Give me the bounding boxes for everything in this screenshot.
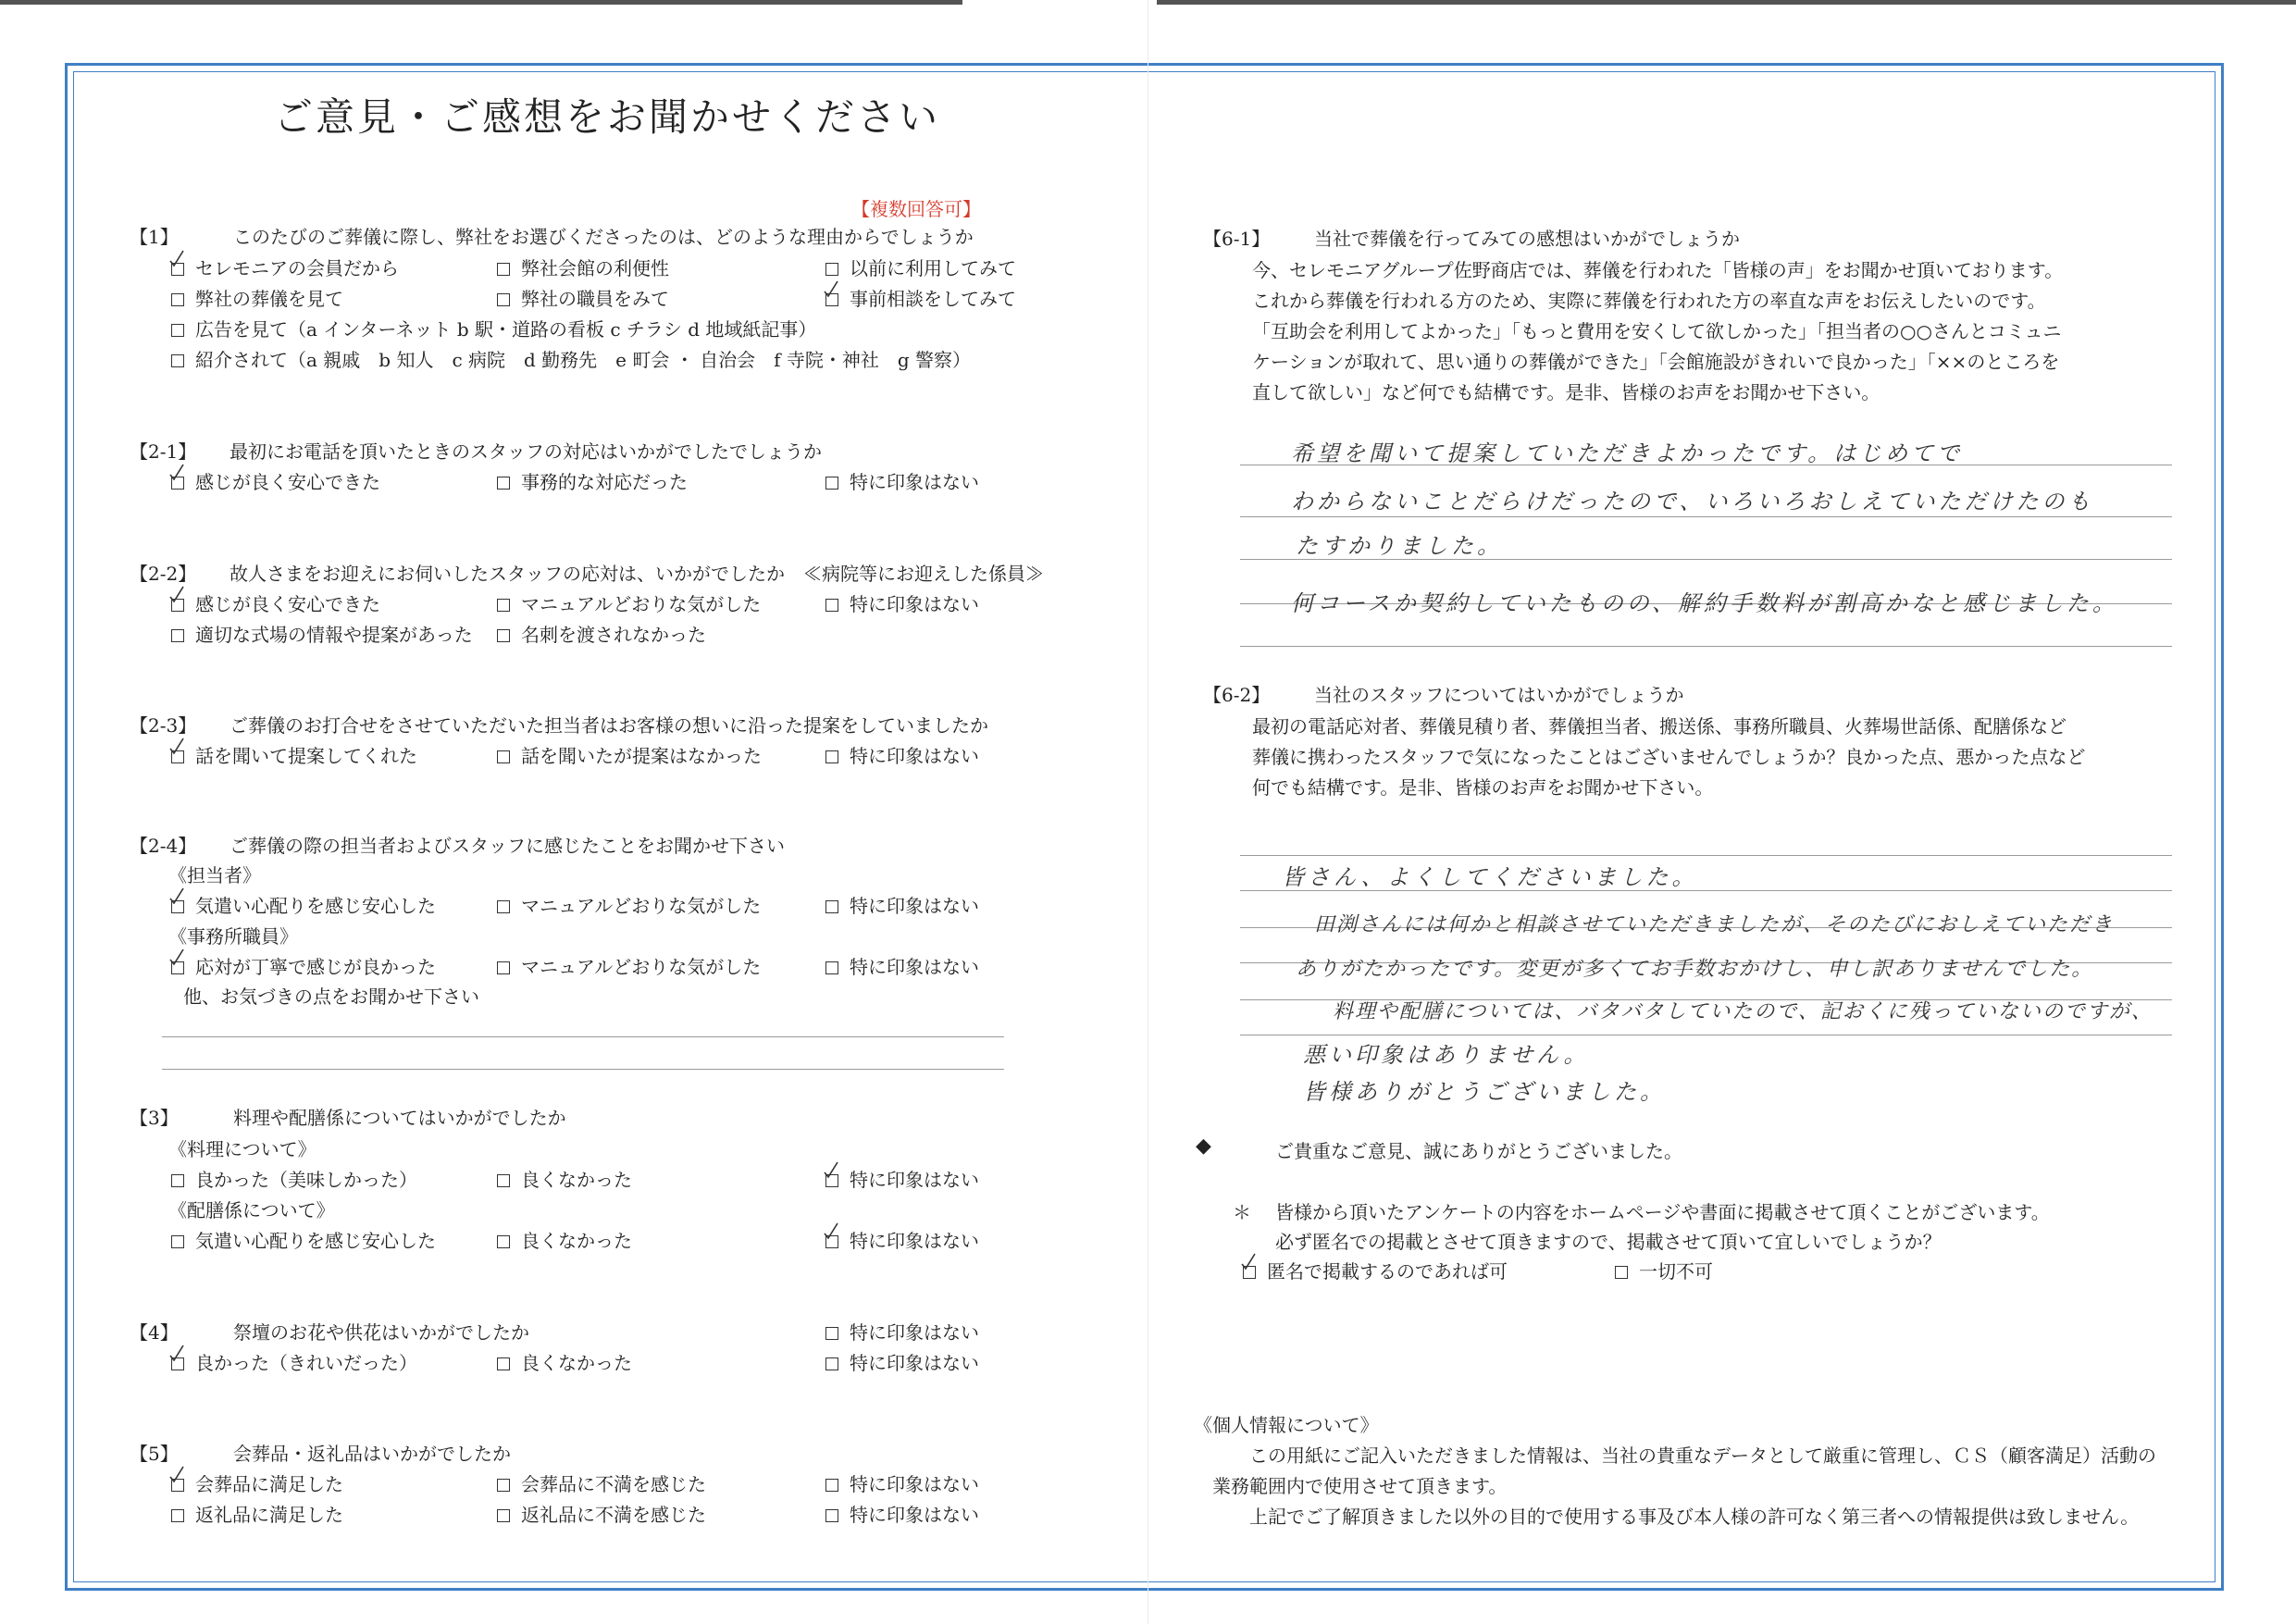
q2-3-option[interactable]: 話を聞いたが提案はなかった <box>497 741 762 768</box>
q2-1-option[interactable]: 特に印象はない <box>825 467 979 494</box>
q6-1-number: 【6-1】 <box>1203 228 1271 250</box>
q3-option[interactable]: 気遣い心配りを感じ安心した <box>171 1226 436 1253</box>
checkbox[interactable] <box>825 900 838 913</box>
handwritten-answer-line: 希望を聞いて提案していただきよかったです。はじめてで <box>1291 440 1964 466</box>
q5-option[interactable]: 特に印象はない <box>825 1469 979 1496</box>
q3-question: 料理や配膳係についてはいかがでしたか <box>233 1107 566 1129</box>
checkbox[interactable] <box>1243 1266 1256 1279</box>
q2-3-question: ご葬儀のお打合せをさせていただいた担当者はお客様の想いに沿った提案をしていましたか <box>230 714 988 737</box>
page-title: ご意見・ご感想をお聞かせください <box>274 94 941 140</box>
checkbox[interactable] <box>497 477 510 490</box>
q2-1-question: 最初にお電話を頂いたときのスタッフの対応はいかがでしたでしょうか <box>230 440 822 463</box>
diamond-bullet: ◆ <box>1196 1134 1211 1158</box>
q6-2-body-line: 何でも結構です。是非、皆様のお声をお聞かせ下さい。 <box>1252 776 1714 799</box>
handwritten-answer-line: ありがたかったです。変更が多くてお手数おかけし、申し訳ありませんでした。 <box>1296 958 2094 981</box>
q6-2-question: 当社のスタッフについてはいかがでしょうか <box>1314 684 1684 706</box>
checkbox[interactable] <box>825 1235 838 1248</box>
answer-line[interactable] <box>1240 855 2172 856</box>
q2-4-option[interactable]: マニュアルどおりな気がした <box>497 891 761 918</box>
privacy-heading: 《個人情報について》 <box>1194 1414 1379 1436</box>
q2-3-option[interactable]: 特に印象はない <box>825 741 979 768</box>
asterisk-bullet: ＊ <box>1233 1201 1251 1223</box>
q5-option[interactable]: 特に印象はない <box>825 1500 979 1527</box>
q6-1-question: 当社で葬儀を行ってみての感想はいかがでしょうか <box>1314 228 1740 250</box>
checkbox[interactable] <box>825 293 838 306</box>
publish-consent-line: 皆様から頂いたアンケートの内容をホームページや書面に掲載させて頂くことがございます。 <box>1275 1201 2050 1223</box>
q3-sub-food: 《料理について》 <box>168 1138 316 1160</box>
publish-option-refuse[interactable]: 一切不可 <box>1615 1257 1713 1283</box>
q6-1-body-line: ケーションが取れて、思い通りの葬儀ができた」「会館施設がきれいで良かった」「××のところを <box>1252 351 2060 373</box>
checkbox[interactable] <box>171 900 184 913</box>
q2-4-other-prompt: 他、お気づきの点をお聞かせ下さい <box>183 986 479 1008</box>
q2-2-option[interactable]: 特に印象はない <box>825 589 979 616</box>
checkbox[interactable] <box>171 354 184 367</box>
q5-number: 【5】 <box>130 1443 179 1465</box>
q2-1-number: 【2-1】 <box>130 440 197 463</box>
q2-3-option[interactable]: 話を聞いて提案してくれた <box>171 741 417 768</box>
q5-option[interactable]: 返礼品に満足した <box>171 1500 343 1527</box>
handwritten-answer-line: 悪い印象はありません。 <box>1303 1042 1590 1068</box>
checkbox[interactable] <box>825 263 838 276</box>
q4-option[interactable]: 良くなかった <box>497 1348 632 1375</box>
q2-4-option[interactable]: マニュアルどおりな気がした <box>497 952 761 979</box>
q5-option[interactable]: 会葬品に不満を感じた <box>497 1469 706 1496</box>
q2-4-option[interactable]: 応対が丁寧で感じが良かった <box>171 952 436 979</box>
checkbox[interactable] <box>171 324 184 337</box>
answer-line[interactable] <box>1240 516 2172 517</box>
checkbox[interactable] <box>825 961 838 974</box>
answer-line[interactable] <box>162 1036 1004 1037</box>
q2-4-sub-tantousha: 《担当者》 <box>168 864 261 886</box>
checkbox[interactable] <box>497 900 510 913</box>
publish-option-anonymous[interactable]: 匿名で掲載するのであれば可 <box>1243 1257 1508 1283</box>
checkbox[interactable] <box>825 1509 838 1522</box>
checkbox[interactable] <box>497 961 510 974</box>
checkbox[interactable] <box>171 750 184 763</box>
checkbox[interactable] <box>171 629 184 642</box>
q2-2-option[interactable]: 感じが良く安心できた <box>171 589 380 616</box>
q4-number: 【4】 <box>130 1321 179 1344</box>
q3-sub-serving: 《配膳係について》 <box>168 1199 335 1221</box>
handwritten-answer-line: 田渕さんには何かと相談させていただきましたが、そのたびにおしえていただき <box>1314 913 2115 936</box>
q1-option[interactable]: 紹介されて（a 親戚 b 知人 c 病院 d 勤務先 e 町会 ・ 自治会 f 寺院・神社 g 警察） <box>171 345 971 372</box>
privacy-line: 業務範囲内で使用させて頂きます。 <box>1212 1475 1508 1497</box>
q2-2-number: 【2-2】 <box>130 563 197 585</box>
checkbox[interactable] <box>171 1509 184 1522</box>
handwritten-answer-line: 皆さん、よくしてくださいました。 <box>1282 864 1698 890</box>
q2-2-question: 故人さまをお迎えにお伺いしたスタッフの応対は、いかがでしたか ≪病院等にお迎えした係員≫ <box>230 563 1044 585</box>
q2-1-option[interactable]: 事務的な対応だった <box>497 467 688 494</box>
q3-number: 【3】 <box>130 1107 179 1129</box>
checkbox[interactable] <box>825 477 838 490</box>
checkbox[interactable] <box>171 293 184 306</box>
q4-option[interactable]: 特に印象はない <box>825 1318 979 1345</box>
answer-line[interactable] <box>1240 646 2172 647</box>
q6-1-body-line: 直して欲しい」など何でも結構です。是非、皆様のお声をお聞かせ下さい。 <box>1252 381 1880 403</box>
checkbox[interactable] <box>171 961 184 974</box>
q4-option[interactable]: 特に印象はない <box>825 1348 979 1375</box>
q5-option[interactable]: 会葬品に満足した <box>171 1469 343 1496</box>
checkbox[interactable] <box>825 1327 838 1340</box>
checkbox[interactable] <box>171 1357 184 1370</box>
checkbox[interactable] <box>497 629 510 642</box>
q4-option[interactable]: 良かった（きれいだった） <box>171 1348 417 1375</box>
handwritten-answer-line: 料理や配膳については、バタバタしていたので、記おくに残っていないのですが、 <box>1333 1000 2153 1023</box>
checkbox[interactable] <box>171 1174 184 1187</box>
checkbox[interactable] <box>825 1357 838 1370</box>
q6-1-body-line: 「互助会を利用してよかった」「もっと費用を安くして欲しかった」「担当者の○○さんとコミュニ <box>1252 320 2062 342</box>
q6-1-body-line: 今、セレモニアグループ佐野商店では、葬儀を行われた「皆様の声」をお聞かせ頂いております。 <box>1252 259 2064 281</box>
privacy-line: この用紙にご記入いただきました情報は、当社の貴重なデータとして厳重に管理し、ＣＳ（顧客満足）活動の <box>1249 1444 2156 1467</box>
scan-edge-right <box>1157 0 2296 5</box>
q2-4-question: ご葬儀の際の担当者およびスタッフに感じたことをお聞かせ下さい <box>230 835 785 857</box>
checkbox[interactable] <box>497 263 510 276</box>
q6-2-number: 【6-2】 <box>1203 684 1271 706</box>
checkbox[interactable] <box>171 477 184 490</box>
checkbox[interactable] <box>171 263 184 276</box>
checkbox[interactable] <box>497 1357 510 1370</box>
q2-2-option[interactable]: 名刺を渡されなかった <box>497 620 706 647</box>
q1-option[interactable]: 弊社会館の利便性 <box>497 254 669 280</box>
checkbox[interactable] <box>825 599 838 612</box>
checkbox[interactable] <box>1615 1266 1628 1279</box>
q3-option[interactable]: 良くなかった <box>497 1165 632 1192</box>
checkbox[interactable] <box>497 293 510 306</box>
handwritten-answer-line: 皆様ありがとうございました。 <box>1303 1079 1666 1105</box>
handwritten-answer-line: たすかりました。 <box>1296 533 1503 559</box>
q1-option[interactable]: 弊社の葬儀を見て <box>171 284 343 311</box>
checkbox[interactable] <box>497 750 510 763</box>
checkbox[interactable] <box>825 750 838 763</box>
thanks-message: ご貴重なご意見、誠にありがとうございました。 <box>1275 1140 1682 1162</box>
privacy-line: 上記でご了解頂きました以外の目的で使用する事及び本人様の許可なく第三者への情報提供は致しません。 <box>1249 1506 2140 1528</box>
checkbox[interactable] <box>171 1235 184 1248</box>
checkbox[interactable] <box>497 1235 510 1248</box>
q2-1-option[interactable]: 感じが良く安心できた <box>171 467 380 494</box>
q1-option[interactable]: 以前に利用してみて <box>825 254 1016 280</box>
q5-option[interactable]: 返礼品に不満を感じた <box>497 1500 706 1527</box>
q2-2-option[interactable]: 適切な式場の情報や提案があった <box>171 620 473 647</box>
handwritten-answer-line: わからないことだらけだったので、いろいろおしえていただけたのも <box>1291 489 2094 514</box>
q2-4-option[interactable]: 特に印象はない <box>825 952 979 979</box>
publish-consent-line: 必ず匿名での掲載とさせて頂きますので、掲載させて頂いて宜しいでしょうか？ <box>1275 1231 1942 1253</box>
answer-line[interactable] <box>162 1069 1004 1070</box>
q4-question: 祭壇のお花や供花はいかがでしたか <box>233 1321 529 1344</box>
handwritten-answer-line: 何コースか契約していたものの、解約手数料が割高かなと感じました。 <box>1291 590 2118 616</box>
q1-option[interactable]: セレモニアの会員だから <box>171 254 399 280</box>
checkbox[interactable] <box>825 1174 838 1187</box>
q3-option[interactable]: 特に印象はない <box>825 1165 979 1192</box>
q2-4-option[interactable]: 気遣い心配りを感じ安心した <box>171 891 436 918</box>
q1-number: 【1】 <box>130 226 179 248</box>
q2-4-sub-office-staff: 《事務所職員》 <box>168 925 298 948</box>
q3-option[interactable]: 良かった（美味しかった） <box>171 1165 417 1192</box>
q6-1-body-line: これから葬儀を行われる方のため、実際に葬儀を行われた方の率直な声をお伝えしたいのです。 <box>1252 290 2046 312</box>
q1-option[interactable]: 弊社の職員をみて <box>497 284 669 311</box>
checkbox[interactable] <box>825 1479 838 1492</box>
checkbox[interactable] <box>497 599 510 612</box>
checkbox[interactable] <box>171 599 184 612</box>
q2-3-number: 【2-3】 <box>130 714 197 737</box>
q2-2-option[interactable]: マニュアルどおりな気がした <box>497 589 761 616</box>
q1-option[interactable]: 広告を見て（a インターネット b 駅・道路の看板 c チラシ d 地域紙記事） <box>171 315 816 341</box>
scan-edge-left <box>0 0 962 5</box>
q6-2-body-line: 最初の電話応対者、葬儀見積り者、葬儀担当者、搬送係、事務所職員、火葬場世話係、配膳係など <box>1252 715 2066 738</box>
checkbox[interactable] <box>497 1479 510 1492</box>
multiple-answers-note: 【複数回答可】 <box>851 198 981 220</box>
q1-option[interactable]: 事前相談をしてみて <box>825 284 1016 311</box>
q3-option[interactable]: 良くなかった <box>497 1226 632 1253</box>
q1-question: このたびのご葬儀に際し、弊社をお選びくださったのは、どのような理由からでしょうか <box>233 226 974 248</box>
q2-4-option[interactable]: 特に印象はない <box>825 891 979 918</box>
q5-question: 会葬品・返礼品はいかがでしたか <box>233 1443 511 1465</box>
checkbox[interactable] <box>497 1509 510 1522</box>
q3-option[interactable]: 特に印象はない <box>825 1226 979 1253</box>
q2-4-number: 【2-4】 <box>130 835 197 857</box>
checkbox[interactable] <box>171 1479 184 1492</box>
q6-2-body-line: 葬儀に携わったスタッフで気になったことはございませんでしょうか？良かった点、悪かった点など <box>1252 746 2086 768</box>
checkbox[interactable] <box>497 1174 510 1187</box>
